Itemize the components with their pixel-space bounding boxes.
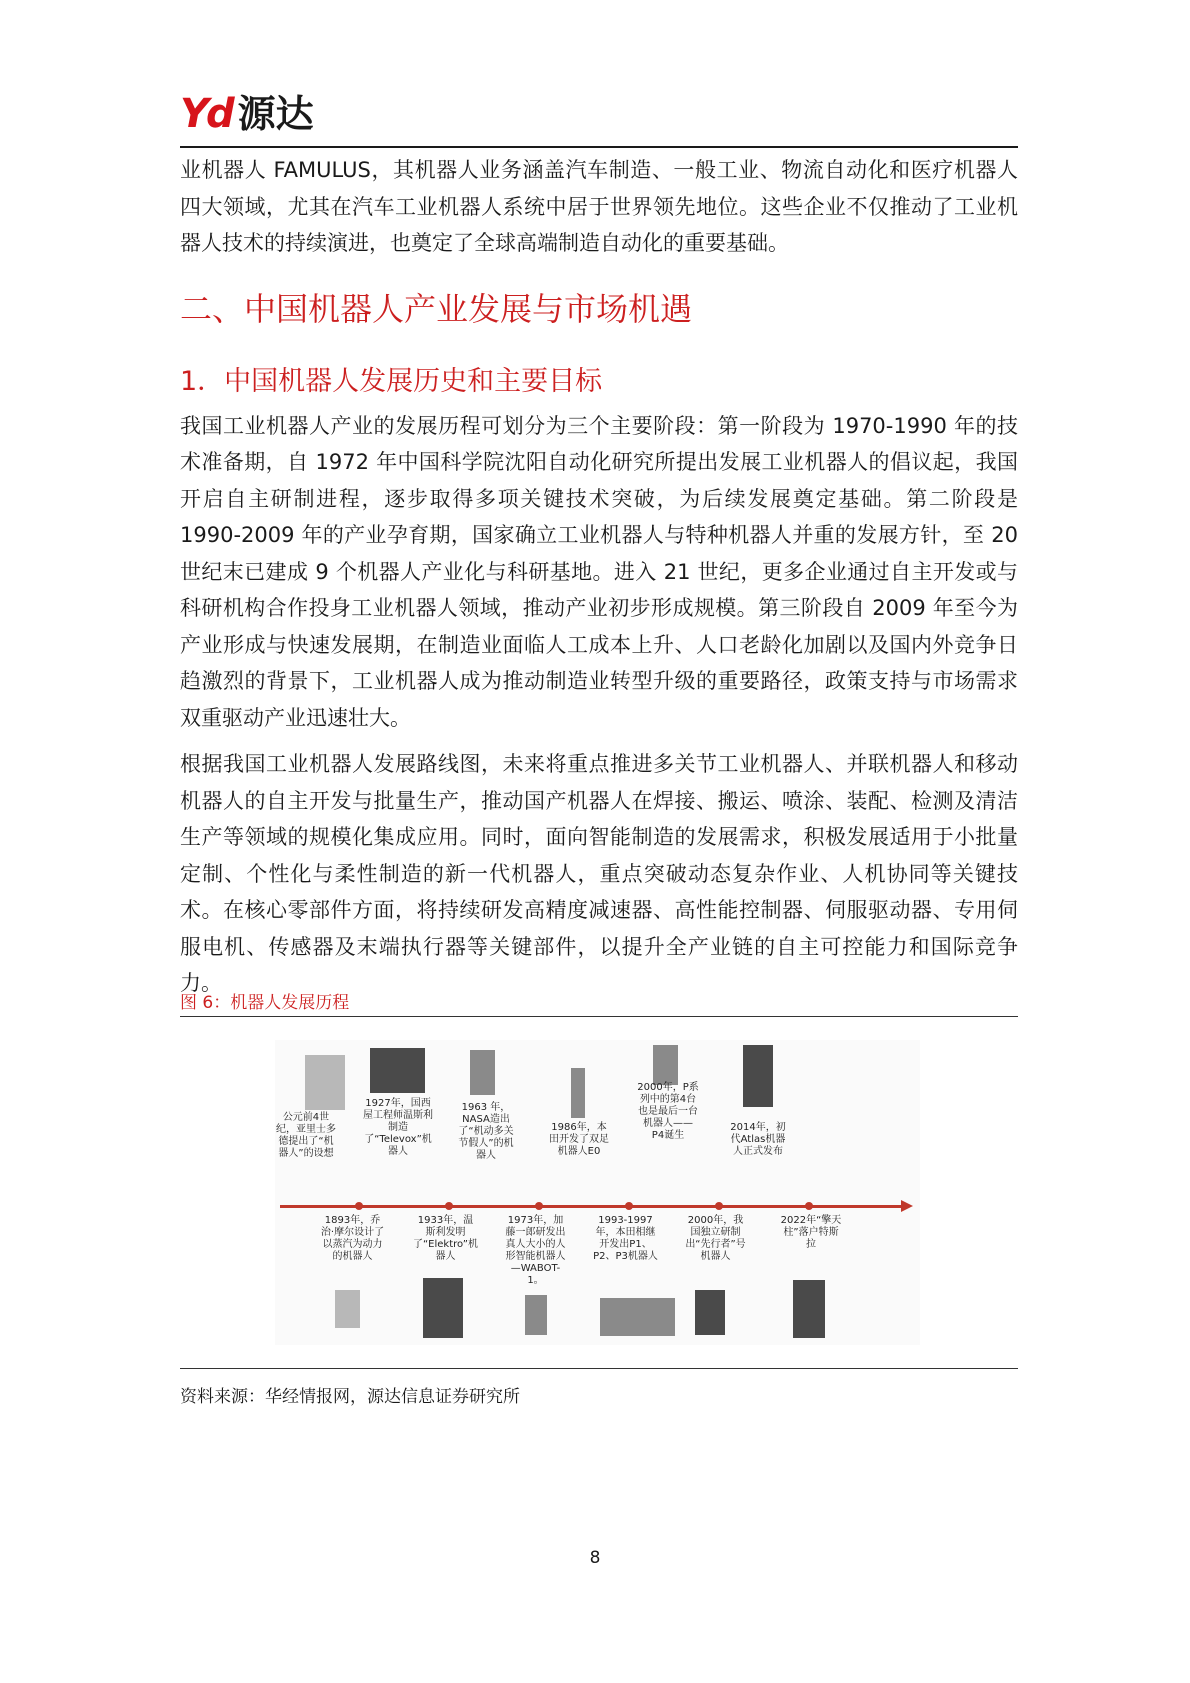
- event-caption: 1963 年，NASA造出了“机动多关节假人”的机器人: [458, 1102, 514, 1161]
- timeline-figure: [275, 1040, 920, 1345]
- timeline-dot: [355, 1202, 363, 1210]
- figure-title: 图 6：机器人发展历程: [180, 993, 350, 1013]
- elektro-robot-image: [423, 1278, 463, 1338]
- event-caption: 2000年，P系列中的第4台也是最后一台机器人——P4诞生: [637, 1082, 699, 1141]
- televox-robot-image: [370, 1048, 425, 1093]
- figure-bottom-rule: [180, 1368, 1018, 1369]
- event-caption: 2022年“擎天柱”落户特斯拉: [780, 1215, 842, 1250]
- steam-robot-image: [335, 1290, 360, 1328]
- xianxingzhe-robot-image: [695, 1290, 725, 1335]
- event-caption: 2014年，初代Atlas机器人正式发布: [730, 1122, 786, 1157]
- honda-e0-image: [571, 1068, 585, 1118]
- aristotle-bust-image: [305, 1055, 345, 1110]
- event-caption: 1893年，乔治·摩尔设计了以蒸汽为动力的机器人: [320, 1215, 385, 1262]
- honda-p-series-image: [600, 1298, 675, 1336]
- optimus-robot-image: [793, 1280, 825, 1338]
- figure-top-rule: [180, 1016, 1018, 1017]
- event-caption: 2000年，我国独立研制出“先行者”号机器人: [685, 1215, 746, 1262]
- page-number: 8: [589, 1548, 601, 1568]
- timeline-dot: [625, 1202, 633, 1210]
- figure-source: 资料来源：华经情报网，源达信息证券研究所: [180, 1387, 520, 1407]
- nasa-mannequin-image: [470, 1050, 495, 1095]
- timeline-dot: [805, 1202, 813, 1210]
- event-caption: 1927年，国西屋工程师温斯利制造了“Televox”机器人: [363, 1098, 433, 1157]
- logo-text: 源达: [237, 92, 314, 136]
- paragraph-history: 我国工业机器人产业的发展历程可划分为三个主要阶段：第一阶段为 1970-1990 年的技术准备期，自 1972 年中国科学院沈阳自动化研究所提出发展工业机器人的倡议起，我国开启自主研制进程，逐步取得多项关键技术突破，为后续发展奠定基础。第二阶段是 1990-2009 年的产业孕育期，国家确立工业机器人与特种机器人并重的发展方针，至 20 世纪末已建成 9 个机器人产业化与科研基地。进入 21 世纪，更多企业通过自主开发或与科研机构合作投身工业机器人领域，推动产业初步形成规模。第三阶段自 2009 年至今为产业形成与快速发展期，在制造业面临人工成本上升、人口老龄化加剧以及国内外竞争日趋激烈的背景下，工业机器人成为推动制造业转型升级的重要路径，政策支持与市场需求双重驱动产业迅速壮大。: [180, 413, 1018, 730]
- honda-p4-image: [653, 1045, 678, 1085]
- atlas-robot-image: [743, 1045, 773, 1107]
- event-caption: 公元前4世纪，亚里士多德提出了“机器人”的设想: [276, 1112, 336, 1159]
- main-content: [180, 152, 1018, 1002]
- paragraph-intro: 业机器人 FAMULUS，其机器人业务涵盖汽车制造、一般工业、物流自动化和医疗机器人四大领域，尤其在汽车工业机器人系统中居于世界领先地位。这些企业不仅推动了工业机器人技术的持续演进，也奠定了全球高端制造自动化的重要基础。: [180, 158, 1018, 255]
- logo: [180, 92, 314, 136]
- event-caption: 1986年，本田开发了双足机器人E0: [549, 1122, 609, 1157]
- timeline-dot: [445, 1202, 453, 1210]
- timeline-dot: [535, 1202, 543, 1210]
- timeline-arrow: [901, 1200, 913, 1212]
- event-caption: 1933年，温斯利发明了“Elektro”机器人: [413, 1215, 478, 1262]
- header-divider: [180, 146, 1018, 148]
- event-caption: 1973年，加藤一郎研发出真人大小的人形智能机器人—WABOT-1。: [505, 1215, 566, 1286]
- timeline-dot: [715, 1202, 723, 1210]
- subsection-title: 1．中国机器人发展历史和主要目标: [180, 365, 603, 397]
- wabot-image: [525, 1295, 547, 1335]
- logo-mark: Yd: [180, 91, 232, 137]
- event-caption: 1993-1997年，本田相继开发出P1、P2、P3机器人: [593, 1215, 658, 1262]
- paragraph-roadmap: 根据我国工业机器人发展路线图，未来将重点推进多关节工业机器人、并联机器人和移动机器人的自主开发与批量生产，推动国产机器人在焊接、搬运、喷涂、装配、检测及清洁生产等领域的规模化集成应用。同时，面向智能制造的发展需求，积极发展适用于小批量定制、个性化与柔性制造的新一代机器人，重点突破动态复杂作业、人机协同等关键技术。在核心零部件方面，将持续研发高精度减速器、高性能控制器、伺服驱动器、专用伺服电机、传感器及末端执行器等关键部件，以提升全产业链的自主可控能力和国际竞争力。: [180, 752, 1018, 995]
- section-title: 二、中国机器人产业发展与市场机遇: [180, 289, 693, 328]
